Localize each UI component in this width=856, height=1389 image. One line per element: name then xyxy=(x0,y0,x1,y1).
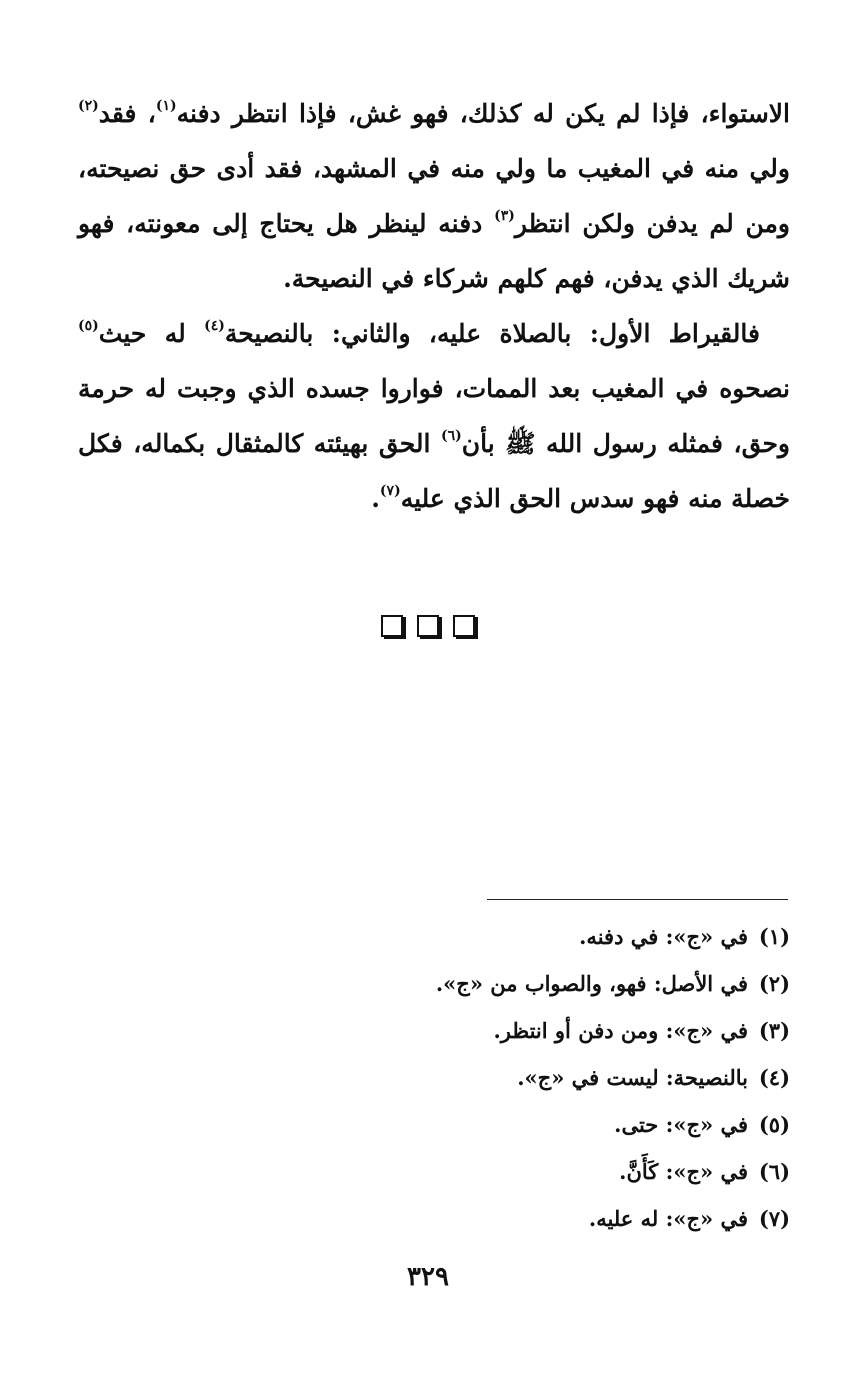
footnote-number: (٧) xyxy=(758,1206,790,1231)
footnote-ref-2: (٢) xyxy=(78,98,99,114)
footnote-text: في «ج»: له عليه. xyxy=(588,1206,748,1231)
footnote-ref-7: (٧) xyxy=(379,483,401,499)
p2-text-4: نصحوه في المغيب بعد الممات، فواروا جسده الذي وجبت له حرمة وحق، فمثله رسول الله ﷺ بأن xyxy=(78,374,790,458)
footnote-item xyxy=(300,913,790,960)
section-divider-squares xyxy=(381,615,481,637)
footnote-item xyxy=(300,1007,790,1054)
footnote-item xyxy=(300,1148,790,1195)
footnote-text: بالنصيحة: ليست في «ج». xyxy=(517,1065,748,1090)
main-text-block xyxy=(78,86,790,526)
page-number: ٣٢٩ xyxy=(407,1262,449,1292)
footnote-text: في «ج»: ومن دفن أو انتظر. xyxy=(493,1018,748,1043)
p2-text-1: : بالصلاة عليه، xyxy=(410,319,599,348)
p2-text-6: . xyxy=(371,484,380,513)
divider-square-icon xyxy=(417,615,439,637)
p2-text-5: الحق بهيئته كالمثقال بكماله، فكل خصلة منه فهو سدس الحق الذي عليه xyxy=(78,429,790,513)
footnote-number: (١) xyxy=(758,924,790,949)
p1-text-2: ، فقد xyxy=(98,99,156,128)
footnote-number: (٤) xyxy=(758,1065,790,1090)
p2-lead-term: فالقيراط الأول xyxy=(598,319,760,348)
footnote-text: في «ج»: حتى. xyxy=(614,1112,748,1137)
footnote-number: (٥) xyxy=(758,1112,790,1137)
footnote-ref-3: (٣) xyxy=(494,208,515,224)
footnote-text: في «ج»: في دفنه. xyxy=(579,924,748,949)
footnote-number: (٢) xyxy=(758,971,790,996)
footnote-item xyxy=(300,1101,790,1148)
footnote-text: في «ج»: كَأَنَّ. xyxy=(619,1159,748,1184)
p1-text-4: دفنه لينظر هل يحتاج إلى معونته، فهو شريك الذي يدفن، فهم كلهم شركاء في النصيحة. xyxy=(78,209,790,293)
footnote-item xyxy=(300,960,790,1007)
p1-text-3: ولي منه في المغيب ما ولي منه في المشهد، فقد أدى حق نصيحته، ومن لم يدفن ولكن انتظر xyxy=(78,154,791,238)
footnote-ref-5: (٥) xyxy=(78,318,99,334)
p2-text-2: : بالنصيحة xyxy=(224,319,341,348)
footnote-item xyxy=(300,1054,790,1101)
paragraph-2 xyxy=(78,306,790,526)
footnote-number: (٣) xyxy=(758,1018,790,1043)
paragraph-1 xyxy=(78,86,790,306)
p1-text-1: الاستواء، فإذا لم يكن له كذلك، فهو غش، فإذا انتظر دفنه xyxy=(176,99,790,128)
footnote-separator-rule xyxy=(487,899,788,900)
p2-second-term: والثاني xyxy=(340,319,411,348)
footnote-text: في الأصل: فهو، والصواب من «ج». xyxy=(435,971,748,996)
footnote-ref-6: (٦) xyxy=(440,428,462,444)
footnote-number: (٦) xyxy=(758,1159,790,1184)
divider-square-icon xyxy=(381,615,403,637)
footnote-ref-4: (٤) xyxy=(204,318,225,334)
footnote-ref-1: (١) xyxy=(155,98,177,114)
footnote-item xyxy=(300,1195,790,1242)
divider-square-icon xyxy=(453,615,475,637)
p2-text-3: له حيث xyxy=(98,319,205,348)
footnotes-list xyxy=(300,913,790,1242)
